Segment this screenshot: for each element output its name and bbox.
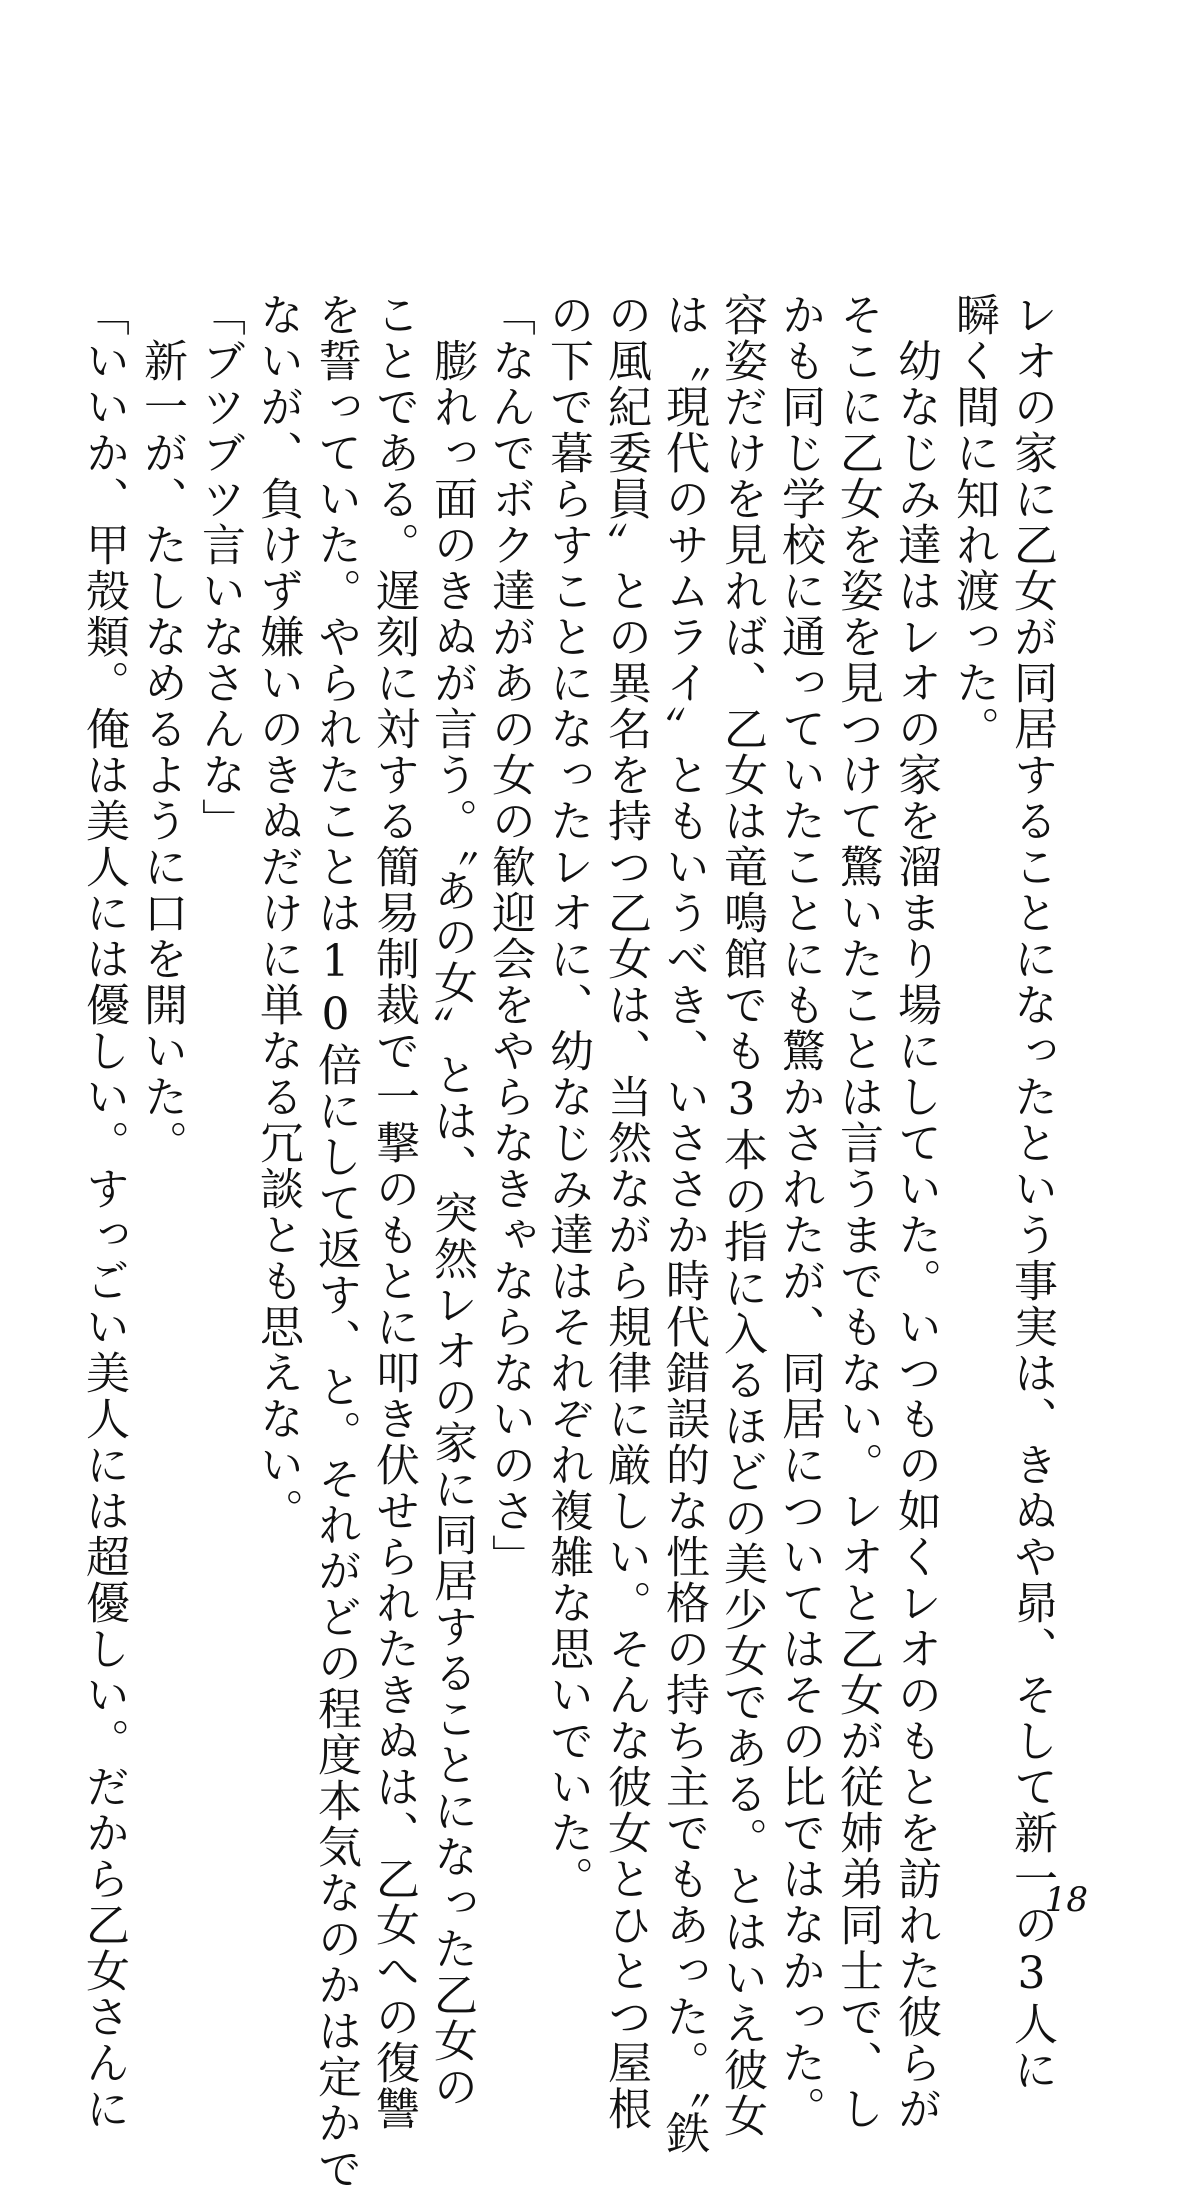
text-line: かも同じ学校に通っていたことにも驚かされたが、同居についてはその比ではなかった。 (774, 292, 825, 2132)
text-line: の風紀委員〟との異名を持つ乙女は、当然ながら規律に厳しい。そんな彼女とひとつ屋根 (600, 292, 651, 2132)
text-line: 容姿だけを見れば、乙女は竜鳴館でも3本の指に入るほどの美少女である。とはいえ彼女 (716, 292, 767, 2139)
text-line: 新一が、たしなめるように口を開いた。 (136, 338, 187, 1166)
text-line: レオの家に乙女が同居することになったという事実は、きぬや昴、そして新一の3人に (1006, 292, 1057, 2093)
text-line: は〝現代のサムライ〟ともいうべき、いささか時代錯誤的な性格の持ち主でもあった。〝鉄 (658, 292, 709, 2156)
text-line: そこに乙女を姿を見つけて驚いたことは言うまでもない。レオと乙女が従姉弟同士で、し (832, 292, 883, 2132)
page-number: 18 (1044, 1880, 1088, 1920)
text-line: 「なんでボク達があの女の歓迎会をやらなきゃならないのさ」 (484, 292, 535, 1580)
text-line: 膨れっ面のきぬが言う。〝あの女〟とは、突然レオの家に同居することになった乙女の (426, 338, 477, 2110)
text-line: 瞬く間に知れ渡った。 (948, 292, 999, 752)
text-line: 「いいか、甲殻類。俺は美人には優しい。すっごい美人には超優しい。だから乙女さんに (78, 292, 129, 2132)
text-line: の下で暮らすことになったレオに、幼なじみ達はそれぞれ複雑な思いでいた。 (542, 292, 593, 1902)
text-line: 幼なじみ達はレオの家を溜まり場にしていた。いつもの如くレオのもとを訪れた彼らが (890, 338, 941, 2132)
text-line: を誓っていた。やられたことは10倍にして返す、と。それがどの程度本気なのかは定かで (310, 292, 361, 2192)
vertical-text-body (74, 292, 1060, 2192)
text-line: ないが、負けず嫌いのきぬだけに単なる冗談とも思えない。 (252, 292, 303, 1534)
text-line: 「ブツブツ言いなさんな」 (194, 292, 245, 844)
text-line: ことである。遅刻に対する簡易制裁で一撃のもとに叩き伏せられたきぬは、乙女への復讐 (368, 292, 419, 2132)
